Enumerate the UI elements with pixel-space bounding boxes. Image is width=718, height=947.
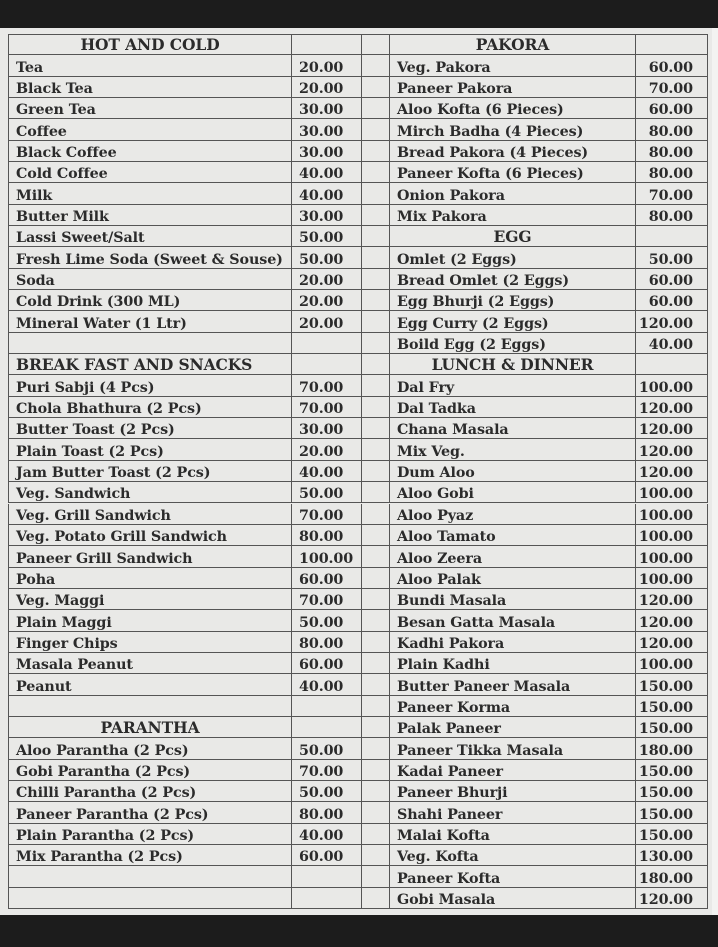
item-name: Dal Tadka: [390, 397, 636, 417]
item-price: 20.00: [292, 55, 362, 75]
item-price: 80.00: [636, 119, 708, 139]
item-name: Omlet (2 Eggs): [390, 247, 636, 267]
spacer-column: [362, 717, 390, 737]
item-name: Aloo Palak: [390, 568, 636, 588]
item-name: Plain Maggi: [8, 610, 292, 630]
item-name: Kadhi Pakora: [390, 632, 636, 652]
item-price: 60.00: [292, 653, 362, 673]
section-heading: PAKORA: [390, 34, 636, 54]
item-name: [8, 333, 292, 353]
item-price: 100.00: [636, 525, 708, 545]
item-name: Besan Gatta Masala: [390, 610, 636, 630]
table-row: [8, 311, 708, 332]
spacer-column: [362, 183, 390, 203]
spacer-column: [362, 247, 390, 267]
spacer-column: [362, 568, 390, 588]
item-price: 120.00: [636, 610, 708, 630]
item-name: Dal Fry: [390, 375, 636, 395]
item-price: 180.00: [636, 866, 708, 886]
item-name: Mix Pakora: [390, 205, 636, 225]
table-row: [8, 461, 708, 482]
item-price: 40.00: [636, 333, 708, 353]
item-name: Kadai Paneer: [390, 760, 636, 780]
item-name: Bundi Masala: [390, 589, 636, 609]
spacer-column: [362, 98, 390, 118]
item-name: Cold Coffee: [8, 162, 292, 182]
item-name: [8, 866, 292, 886]
item-price: 120.00: [636, 397, 708, 417]
item-price: 100.00: [636, 653, 708, 673]
menu-table: [8, 34, 708, 909]
item-name: Mix Veg.: [390, 439, 636, 459]
section-heading: EGG: [390, 226, 636, 246]
item-price: 120.00: [636, 632, 708, 652]
table-row: [8, 888, 708, 909]
table-row: [8, 610, 708, 631]
item-name: Mineral Water (1 Ltr): [8, 311, 292, 331]
item-name: Poha: [8, 568, 292, 588]
item-price: 50.00: [292, 610, 362, 630]
item-name: Mirch Badha (4 Pieces): [390, 119, 636, 139]
table-row: [8, 333, 708, 354]
spacer-column: [362, 461, 390, 481]
item-price: 150.00: [636, 802, 708, 822]
item-price: 70.00: [292, 504, 362, 524]
item-name: Cold Drink (300 ML): [8, 290, 292, 310]
item-price: [292, 34, 362, 54]
item-price: 30.00: [292, 98, 362, 118]
spacer-column: [362, 77, 390, 97]
table-row: [8, 55, 708, 76]
spacer-column: [362, 696, 390, 716]
item-name: Paneer Tikka Masala: [390, 738, 636, 758]
item-price: 120.00: [636, 589, 708, 609]
item-price: [636, 226, 708, 246]
section-heading: HOT AND COLD: [8, 34, 292, 54]
item-name: [8, 888, 292, 908]
item-name: Palak Paneer: [390, 717, 636, 737]
table-row: [8, 418, 708, 439]
table-row: [8, 546, 708, 567]
item-price: 20.00: [292, 269, 362, 289]
item-name: Paneer Korma: [390, 696, 636, 716]
item-name: Veg. Pakora: [390, 55, 636, 75]
item-name: Chola Bhathura (2 Pcs): [8, 397, 292, 417]
item-name: Onion Pakora: [390, 183, 636, 203]
spacer-column: [362, 546, 390, 566]
item-price: [636, 354, 708, 374]
spacer-column: [362, 781, 390, 801]
item-name: Jam Butter Toast (2 Pcs): [8, 461, 292, 481]
item-name: Chana Masala: [390, 418, 636, 438]
item-price: 50.00: [292, 781, 362, 801]
item-name: Paneer Kofta (6 Pieces): [390, 162, 636, 182]
item-price: 30.00: [292, 119, 362, 139]
table-row: [8, 397, 708, 418]
spacer-column: [362, 824, 390, 844]
item-price: [292, 717, 362, 737]
item-price: 130.00: [636, 845, 708, 865]
item-name: Paneer Pakora: [390, 77, 636, 97]
item-price: 120.00: [636, 311, 708, 331]
table-row: [8, 34, 708, 55]
item-price: 150.00: [636, 781, 708, 801]
table-row: [8, 674, 708, 695]
item-name: Green Tea: [8, 98, 292, 118]
item-name: Coffee: [8, 119, 292, 139]
table-row: [8, 504, 708, 525]
table-row: [8, 696, 708, 717]
spacer-column: [362, 141, 390, 161]
item-name: Paneer Bhurji: [390, 781, 636, 801]
item-price: 80.00: [292, 525, 362, 545]
item-name: Butter Paneer Masala: [390, 674, 636, 694]
table-row: [8, 141, 708, 162]
item-price: 150.00: [636, 760, 708, 780]
table-row: [8, 119, 708, 140]
spacer-column: [362, 205, 390, 225]
table-row: [8, 98, 708, 119]
item-price: 70.00: [636, 183, 708, 203]
table-row: [8, 290, 708, 311]
table-row: [8, 653, 708, 674]
spacer-column: [362, 162, 390, 182]
item-name: Veg. Grill Sandwich: [8, 504, 292, 524]
item-price: 20.00: [292, 290, 362, 310]
spacer-column: [362, 333, 390, 353]
item-name: Paneer Parantha (2 Pcs): [8, 802, 292, 822]
item-price: 30.00: [292, 418, 362, 438]
section-heading: BREAK FAST AND SNACKS: [8, 354, 292, 374]
item-name: Gobi Parantha (2 Pcs): [8, 760, 292, 780]
spacer-column: [362, 226, 390, 246]
item-price: [636, 34, 708, 54]
item-name: Aloo Gobi: [390, 482, 636, 502]
spacer-column: [362, 525, 390, 545]
table-row: [8, 205, 708, 226]
item-name: Black Coffee: [8, 141, 292, 161]
item-name: [8, 696, 292, 716]
table-row: [8, 760, 708, 781]
item-price: 40.00: [292, 183, 362, 203]
item-name: Aloo Parantha (2 Pcs): [8, 738, 292, 758]
item-price: 60.00: [636, 290, 708, 310]
item-name: Gobi Masala: [390, 888, 636, 908]
table-row: [8, 247, 708, 268]
item-name: Aloo Pyaz: [390, 504, 636, 524]
item-price: 40.00: [292, 461, 362, 481]
item-price: 50.00: [636, 247, 708, 267]
spacer-column: [362, 311, 390, 331]
item-name: Masala Peanut: [8, 653, 292, 673]
spacer-column: [362, 802, 390, 822]
item-price: 80.00: [636, 141, 708, 161]
item-name: Puri Sabji (4 Pcs): [8, 375, 292, 395]
item-name: Milk: [8, 183, 292, 203]
item-name: Plain Kadhi: [390, 653, 636, 673]
spacer-column: [362, 354, 390, 374]
item-price: 50.00: [292, 247, 362, 267]
item-price: 150.00: [636, 674, 708, 694]
item-price: 150.00: [636, 824, 708, 844]
item-price: 20.00: [292, 311, 362, 331]
item-price: 70.00: [292, 397, 362, 417]
spacer-column: [362, 674, 390, 694]
item-price: 100.00: [636, 546, 708, 566]
spacer-column: [362, 738, 390, 758]
item-price: 60.00: [636, 55, 708, 75]
item-price: 80.00: [636, 205, 708, 225]
table-row: [8, 77, 708, 98]
item-name: Veg. Maggi: [8, 589, 292, 609]
item-price: 100.00: [636, 504, 708, 524]
item-name: Aloo Zeera: [390, 546, 636, 566]
item-name: Butter Milk: [8, 205, 292, 225]
item-name: Aloo Tamato: [390, 525, 636, 545]
spacer-column: [362, 888, 390, 908]
table-row: [8, 845, 708, 866]
item-price: 120.00: [636, 439, 708, 459]
table-row: [8, 269, 708, 290]
item-price: 60.00: [292, 568, 362, 588]
spacer-column: [362, 504, 390, 524]
item-name: Bread Omlet (2 Eggs): [390, 269, 636, 289]
item-price: 50.00: [292, 226, 362, 246]
spacer-column: [362, 589, 390, 609]
table-row: [8, 802, 708, 823]
spacer-column: [362, 653, 390, 673]
spacer-column: [362, 34, 390, 54]
item-price: 60.00: [292, 845, 362, 865]
item-price: 70.00: [292, 589, 362, 609]
item-name: Paneer Kofta: [390, 866, 636, 886]
table-row: [8, 482, 708, 503]
item-price: 20.00: [292, 77, 362, 97]
spacer-column: [362, 760, 390, 780]
item-price: [292, 866, 362, 886]
item-name: Plain Parantha (2 Pcs): [8, 824, 292, 844]
spacer-column: [362, 632, 390, 652]
table-row: [8, 354, 708, 375]
item-name: Black Tea: [8, 77, 292, 97]
table-row: [8, 866, 708, 887]
item-price: 50.00: [292, 482, 362, 502]
item-name: Veg. Sandwich: [8, 482, 292, 502]
item-price: 40.00: [292, 674, 362, 694]
item-name: Aloo Kofta (6 Pieces): [390, 98, 636, 118]
spacer-column: [362, 439, 390, 459]
spacer-column: [362, 55, 390, 75]
table-row: [8, 632, 708, 653]
item-name: Dum Aloo: [390, 461, 636, 481]
item-price: 150.00: [636, 696, 708, 716]
item-price: 100.00: [292, 546, 362, 566]
item-price: 100.00: [636, 375, 708, 395]
table-row: [8, 589, 708, 610]
item-name: Egg Bhurji (2 Eggs): [390, 290, 636, 310]
table-row: [8, 717, 708, 738]
table-row: [8, 375, 708, 396]
spacer-column: [362, 610, 390, 630]
table-row: [8, 568, 708, 589]
item-price: 30.00: [292, 205, 362, 225]
item-name: Boild Egg (2 Eggs): [390, 333, 636, 353]
item-price: 180.00: [636, 738, 708, 758]
table-row: [8, 525, 708, 546]
item-price: 50.00: [292, 738, 362, 758]
item-name: Peanut: [8, 674, 292, 694]
item-price: 70.00: [636, 77, 708, 97]
spacer-column: [362, 866, 390, 886]
item-name: Chilli Parantha (2 Pcs): [8, 781, 292, 801]
table-row: [8, 162, 708, 183]
item-name: Shahi Paneer: [390, 802, 636, 822]
spacer-column: [362, 119, 390, 139]
item-price: 150.00: [636, 717, 708, 737]
item-price: 80.00: [292, 802, 362, 822]
item-price: 100.00: [636, 482, 708, 502]
section-heading: PARANTHA: [8, 717, 292, 737]
item-name: Bread Pakora (4 Pieces): [390, 141, 636, 161]
spacer-column: [362, 290, 390, 310]
item-name: Veg. Potato Grill Sandwich: [8, 525, 292, 545]
spacer-column: [362, 482, 390, 502]
item-price: 100.00: [636, 568, 708, 588]
item-name: Mix Parantha (2 Pcs): [8, 845, 292, 865]
item-name: Plain Toast (2 Pcs): [8, 439, 292, 459]
section-heading: LUNCH & DINNER: [390, 354, 636, 374]
item-price: [292, 888, 362, 908]
item-price: 120.00: [636, 888, 708, 908]
spacer-column: [362, 397, 390, 417]
item-price: 40.00: [292, 162, 362, 182]
item-name: Lassi Sweet/Salt: [8, 226, 292, 246]
table-row: [8, 183, 708, 204]
item-price: 60.00: [636, 269, 708, 289]
item-price: 120.00: [636, 418, 708, 438]
item-price: 70.00: [292, 760, 362, 780]
table-row: [8, 226, 708, 247]
item-price: 30.00: [292, 141, 362, 161]
item-name: Egg Curry (2 Eggs): [390, 311, 636, 331]
item-price: 40.00: [292, 824, 362, 844]
item-price: [292, 354, 362, 374]
spacer-column: [362, 418, 390, 438]
item-price: 120.00: [636, 461, 708, 481]
item-price: [292, 333, 362, 353]
item-price: 20.00: [292, 439, 362, 459]
item-name: Veg. Kofta: [390, 845, 636, 865]
item-price: [292, 696, 362, 716]
item-price: 80.00: [292, 632, 362, 652]
spacer-column: [362, 375, 390, 395]
item-name: Fresh Lime Soda (Sweet & Souse): [8, 247, 292, 267]
item-name: Paneer Grill Sandwich: [8, 546, 292, 566]
item-price: 80.00: [636, 162, 708, 182]
table-row: [8, 439, 708, 460]
item-price: 70.00: [292, 375, 362, 395]
spacer-column: [362, 845, 390, 865]
table-row: [8, 824, 708, 845]
item-name: Butter Toast (2 Pcs): [8, 418, 292, 438]
spacer-column: [362, 269, 390, 289]
item-price: 60.00: [636, 98, 708, 118]
table-row: [8, 738, 708, 759]
table-row: [8, 781, 708, 802]
item-name: Soda: [8, 269, 292, 289]
item-name: Tea: [8, 55, 292, 75]
item-name: Malai Kofta: [390, 824, 636, 844]
paper-edge: [712, 28, 718, 915]
item-name: Finger Chips: [8, 632, 292, 652]
